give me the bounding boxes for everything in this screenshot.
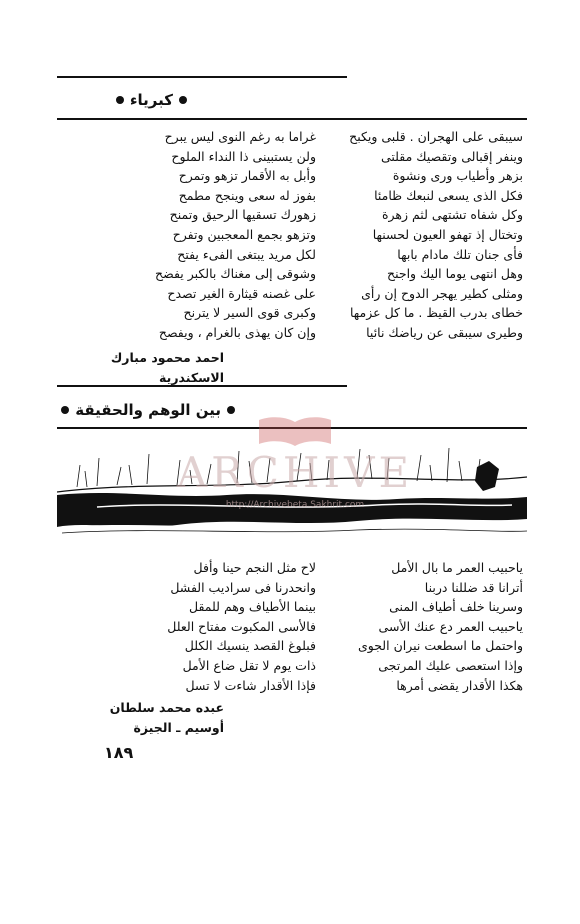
- verse-line: وإذا استعصى عليك المرتجى: [378, 657, 523, 673]
- verse-line: غراما به رغم النوى ليس يبرح: [164, 129, 316, 144]
- verse-line: وانحدرنا فى سراديب الفشل: [170, 579, 316, 595]
- verse-line: فكل الذى يسعى لنبعك ظامئا: [374, 187, 523, 203]
- verse-line: زهورك تسقيها الرحيق وتمنح: [169, 207, 316, 223]
- verse-line: خطاى بدرب القيظ . ما كل عزمها: [349, 305, 523, 321]
- verse-line: لكل مريد يبتغى الفىء يفتح: [177, 246, 316, 262]
- verse-line: وتزهو بجمع المعجبين وتفرح: [172, 226, 316, 242]
- landscape-illustration: [57, 437, 527, 542]
- verse-line: فبلوغ القصد ينسيك الكلل: [184, 638, 316, 654]
- verse-line: على غصنه قيثارة الغير تصدح: [167, 285, 316, 301]
- section-rule: [57, 385, 347, 387]
- verse-line: فإذا الأقدار شاءت لا تسل: [185, 677, 316, 693]
- poet-name: احمد محمود مبارك: [110, 350, 224, 365]
- verse-line: أترانا قد ضللنا دربنا: [424, 579, 523, 595]
- verse-line: وينفر إقبالى وتقصيك مقلتى: [380, 148, 523, 164]
- verse-line: فأى جنان تلك مادام بابها: [397, 246, 523, 262]
- title-rule-2: [57, 427, 527, 429]
- bullet-icon: [61, 406, 69, 414]
- bullet-icon: [227, 406, 235, 414]
- verse-line: لاح مثل النجم حينا وأفل: [193, 560, 316, 575]
- verse-line: وطيرى سيبقى عن رياضك نائيا: [366, 324, 523, 340]
- verse-line: ياحبيب العمر ما بال الأمل: [391, 560, 523, 575]
- poem2-title: [61, 401, 235, 419]
- poem2-signature: [110, 698, 224, 738]
- poem2-left-column: [103, 558, 316, 695]
- verse-line: ذات يوم لا تقل ضاع الأمل: [182, 657, 316, 673]
- verse-line: وسرينا خلف أطياف المنى: [389, 599, 523, 615]
- poem1-title: [116, 91, 187, 109]
- poet-city: أوسيم ـ الجيزة: [133, 720, 224, 735]
- poem2-right-column: [328, 558, 523, 695]
- verse-line: ياحبيب العمر دع عنك الأسى: [378, 618, 523, 634]
- verse-line: بينما الأطياف وهم للمقل: [189, 599, 316, 615]
- verse-line: وإن كان يهذى بالغرام ، ويفصح: [158, 324, 316, 340]
- bullet-icon: [179, 96, 187, 104]
- verse-line: ومثلى كطير يهجر الدوح إن رأى: [361, 285, 523, 301]
- page-number: ١٨٩: [104, 743, 134, 762]
- watermark-text: ARCHIVE: [176, 448, 414, 497]
- poem1-right-column: [328, 127, 523, 343]
- verse-line: ولن يستبينى ذا النداء الملوح: [171, 148, 316, 164]
- verse-line: واحتمل ما اسطعت نيران الجوى: [358, 638, 523, 654]
- verse-line: هكذا الأقدار يقضى أمرها: [396, 677, 523, 693]
- verse-line: وهل انتهى يوما اليك واجنح: [387, 266, 523, 282]
- verse-line: وأبل به الأقمار تزهو وتمرح: [178, 168, 316, 184]
- poet-city: الاسكندرية: [159, 370, 224, 385]
- poet-name: عبده محمد سلطان: [109, 700, 224, 715]
- watermark-url: http://Archivebeta.Sakhrit.com: [225, 500, 365, 510]
- verse-line: فالأسى المكبوت مفتاح العلل: [167, 618, 316, 634]
- poem2-title-text: بين الوهم والحقيقة: [75, 401, 221, 419]
- bullet-icon: [116, 96, 124, 104]
- verse-line: وكبرى قوى السير لا يترنح: [183, 305, 316, 321]
- top-rule: [57, 76, 347, 78]
- verse-line: وتختال إذ تهفو العيون لحسنها: [372, 226, 523, 242]
- poem1-left-column: [103, 127, 316, 343]
- verse-line: بزهر وأطياب ورى ونشوة: [392, 168, 523, 184]
- verse-line: سيبقى على الهجران . قلبى ويكبح: [349, 129, 523, 144]
- verse-line: وكل شفاه تشتهى لثم زهرة: [381, 207, 523, 223]
- verse-line: بفوز له سعى وينجح مطمح: [178, 187, 316, 203]
- title-rule: [57, 118, 527, 120]
- verse-line: وشوقى إلى مغناك بالكبر يفضح: [155, 266, 316, 282]
- poem1-title-text: كبرياء: [129, 91, 173, 109]
- poem1-signature: [111, 348, 224, 388]
